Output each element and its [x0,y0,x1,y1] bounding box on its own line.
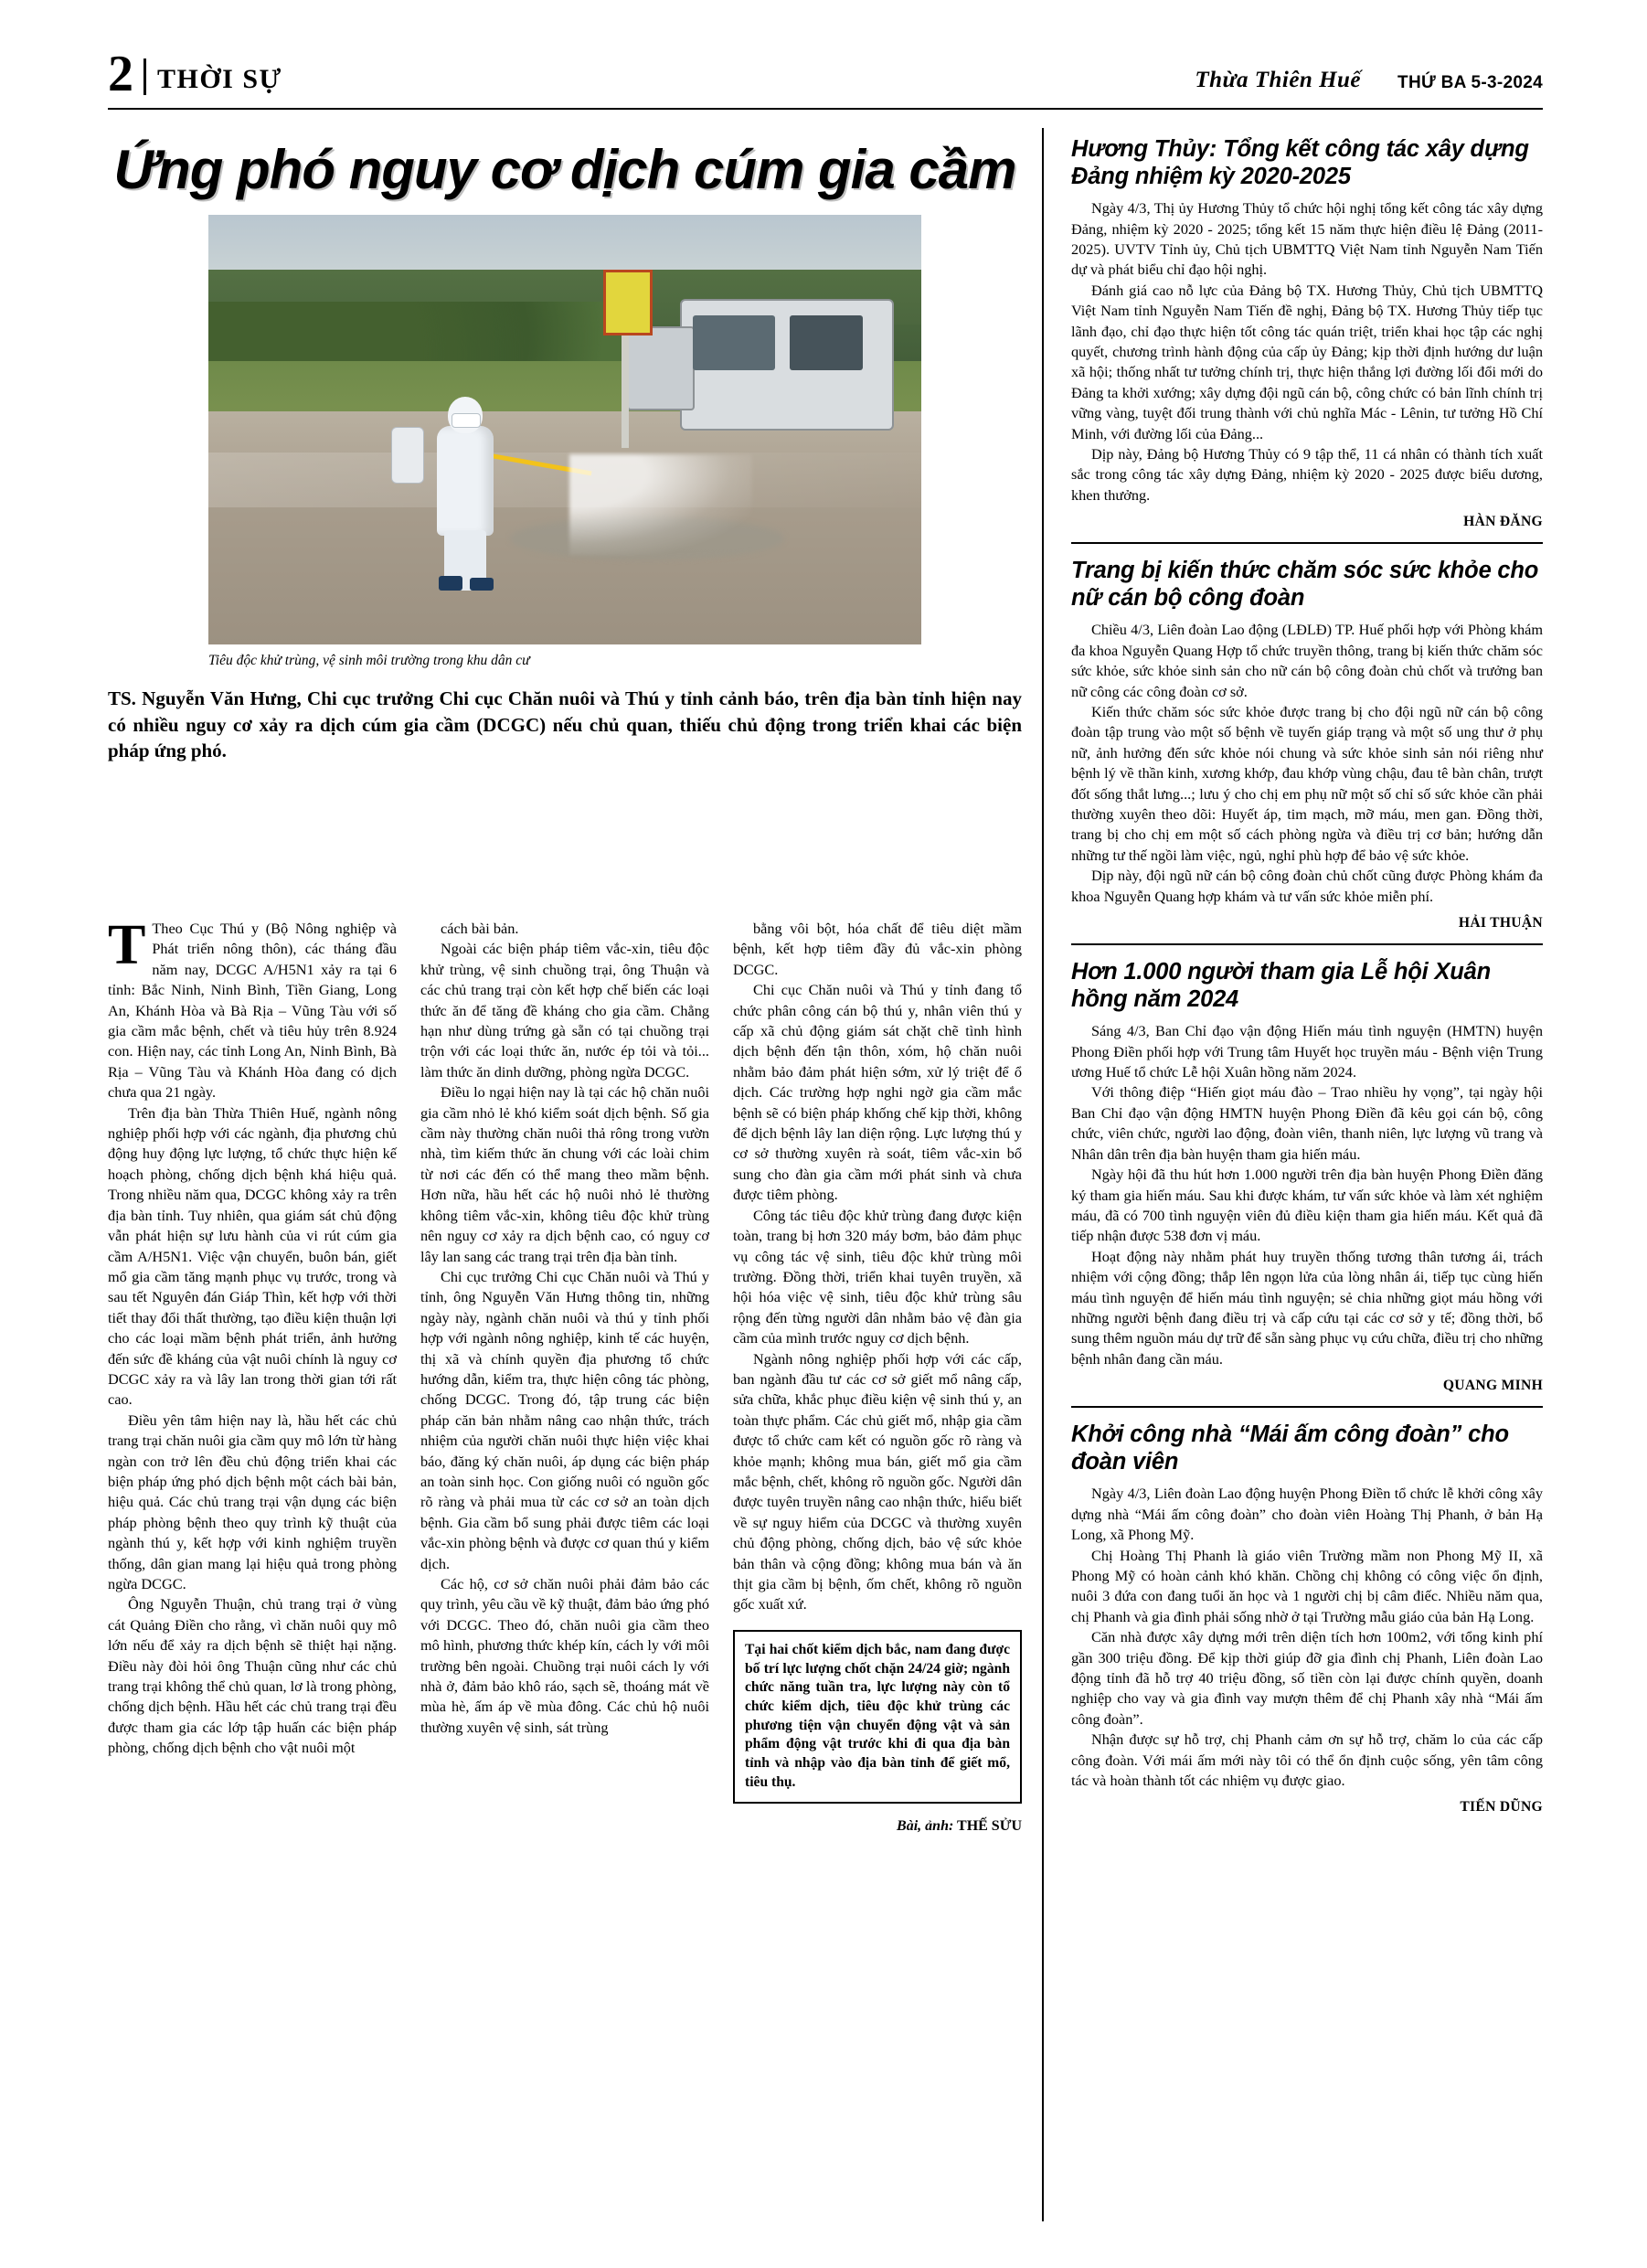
paragraph: Các hộ, cơ sở chăn nuôi phải đảm bảo các quy trình, yêu cầu về kỹ thuật, đảm bảo ứng phó với DCGC. Theo đó, chăn nuôi gia cầm theo mô hình, phương thức khép kín, cách ly với môi trường bên ngoài. Chuồng trại nuôi cách ly với nhà ở, đảm bảo khô ráo, sạch sẽ, thoáng mát về mùa hè, ấm áp về mùa đông. Các chủ hộ nuôi thường xuyên vệ sinh, sát trùng [420,1575,709,1736]
section-name: THỜI SỰ [157,64,282,94]
paragraph: Đánh giá cao nỗ lực của Đảng bộ TX. Hương Thủy, Chủ tịch UBMTTQ Việt Nam tỉnh Nguyễn Nam Tiến đề nghị, Đảng bộ TX. Hương Thủy tiếp tục lãnh đạo, chỉ đạo thực hiện tốt công tác quán triệt, triển khai học tập các nghị quyết, chương trình hành động của cấp ủy Đảng; kịp thời định hướng dư luận xã hội; thống nhất tư tưởng chính trị, thực hiện thắng lợi đường lối đổi mới do Đảng ta khởi xướng; xây dựng đội ngũ cán bộ, công chức có bản lĩnh chính trị vững vàng, tuyệt đối trung thành với chủ nghĩa Mác - Lênin, tư tưởng Hồ Chí Minh, với đường lối của Đảng... [1071,281,1543,442]
photo-truck-window-left [693,315,775,370]
paragraph: Trên địa bàn Thừa Thiên Huế, ngành nông nghiệp phối hợp với các ngành, địa phương chủ động huy động lực lượng, tổ chức thực hiện kế hoạch phòng, chống dịch bệnh khá hiệu quả. Trong nhiều năm qua, DCGC không xảy ra trên địa bàn tỉnh. Tuy nhiên, qua giám sát chủ động vẫn phát hiện sự lưu hành của vi rút cúm gia cầm A/H5N1. Việc vận chuyển, buôn bán, giết mổ gia cầm tăng mạnh phục vụ trước, trong và sau tết Nguyên đán Giáp Thìn, kết hợp với thời tiết thay đổi thất thường, tạo điều kiện thuận lợi cho các loại mầm bệnh phát triển, ảnh hưởng đến sức đề kháng của vật nuôi chính là nguy cơ DCGC xảy ra và lây lan trong thời gian tới rất cao. [108,1103,397,1409]
sidebar-headline: Trang bị kiến thức chăm sóc sức khỏe cho nữ cán bộ công đoàn [1071,558,1539,612]
masthead [108,45,1543,102]
article-byline [733,1816,1022,1837]
photo-caption: Tiêu độc khử trùng, vệ sinh môi trường trong khu dân cư [208,653,530,668]
paragraph: Kiến thức chăm sóc sức khỏe được trang bị cho đội ngũ nữ cán bộ công đoàn tập trung vào một số bệnh về tuyến giáp trạng và một số ung thư ở phụ nữ, ảnh hưởng đến sức khỏe nói chung và sức khỏe sinh sản nói riêng như bệnh lý về thần kinh, xương khớp, đau khớp vùng chậu, đau tê bàn chân, trượt đốt sống thắt lưng...; lưu ý cho chị em phụ nữ một số chỉ số sức khỏe cần phải thường xuyên theo dõi: Huyết áp, tim mạch, mỡ máu, men gan. Đồng thời, trang bị cho chị em một số cách phòng ngừa và điều trị cơ bản; hướng dẫn những tư thế ngồi làm việc, ngủ, nghỉ phù hợp để bảo vệ sức khỏe. [1071,703,1543,864]
paragraph: Chị Hoàng Thị Phanh là giáo viên Trường mầm non Phong Mỹ II, xã Phong Mỹ có hoàn cảnh khó khăn. Chồng chị không có công việc ổn định, nuôi 3 đứa con đang tuổi ăn học và 1 người chị bị câm điếc. Nhiều năm qua, chị Phanh và gia đình phải sống nhờ ở tại Trường mẫu giáo của bản Hạ Long. [1071,1546,1543,1625]
body-column-2 [420,919,709,2217]
paragraph: bằng vôi bột, hóa chất để tiêu diệt mầm bệnh, kết hợp tiêm đầy đủ vắc-xin phòng DCGC. [733,920,1022,978]
paragraph [108,914,397,1103]
paragraph: Dịp này, Đảng bộ Hương Thủy có 9 tập thể, 11 cá nhân có thành tích xuất sắc trong công tác xây dựng Đảng, nhiệm kỳ 2020 - 2025 được biểu dương, khen thưởng. [1071,445,1543,504]
article-body [108,914,1022,2217]
sidebar-separator [1071,542,1543,544]
body-column-3 [733,919,1022,2217]
sidebar-byline: TIẾN DŨNG [1460,1799,1543,1815]
column-divider [1042,128,1044,2221]
sidebar-separator [1071,1406,1543,1408]
sidebar-body [1071,620,1543,907]
issue-date: THỨ BA 5-3-2024 [1397,73,1543,92]
paragraph: Điều yên tâm hiện nay là, hầu hết các chủ trang trại chăn nuôi gia cầm quy mô lớn từ hàng ngàn con trở lên đều chủ động triển khai các biện pháp ứng phó dịch bệnh một cách bài bản, hiệu quả. Các chủ trang trại vận dụng các biện pháp phòng bệnh theo quy trình kỹ thuật của ngành thú y, kết hợp với kinh nghiệm truyền thống, dân gian mang lại hiệu quả trong phòng ngừa DCGC. [108,1411,397,1592]
paragraph: Ngày 4/3, Liên đoàn Lao động huyện Phong Điền tổ chức lễ khởi công xây dựng nhà “Mái ấm công đoàn” cho đoàn viên Hoàng Thị Phanh, ở bản Hạ Long, xã Phong Mỹ. [1071,1485,1543,1544]
paragraph: Ngoài các biện pháp tiêm vắc-xin, tiêu độc khử trùng, vệ sinh chuồng trại, ông Thuận và các chủ trang trại còn kết hợp chế biến các loại thức ăn để tăng đề kháng cho gia cầm. Chẳng hạn như dùng trứng gà sẵn có tại chuồng trại trộn với các loại thức ăn, nước ép tỏi và tỏi... làm thức ăn dinh dưỡng, phòng ngừa DCGC. [420,940,709,1081]
photo-worker-mask [452,413,481,428]
photo-worker [426,393,505,590]
paragraph: Căn nhà được xây dựng mới trên diện tích hơn 100m2, với tổng kinh phí gần 300 triệu đồng. Để kịp thời giúp đỡ gia đình chị Phanh, Liên đoàn Lao động tỉnh đã hỗ trợ 40 triệu đồng, số tiền còn lại được chính quyền, doanh nghiệp cho vay và gia đình vay mượn thêm để chị Phanh xây nhà “Mái ấm công đoàn”. [1071,1628,1543,1728]
main-headline: Ứng phó nguy cơ dịch cúm gia cầm [113,139,1016,200]
standfirst: TS. Nguyễn Văn Hưng, Chi cục trưởng Chi cục Chăn nuôi và Thú y tỉnh cảnh báo, trên địa bàn tỉnh hiện nay có nhiều nguy cơ xảy ra dịch cúm gia cầm (DCGC) nếu chủ quan, thiếu chủ động trong triển khai các biện pháp ứng phó. [108,687,1022,762]
sidebar-separator [1071,943,1543,945]
masthead-rule-line [108,108,1543,110]
paragraph: Ngày 4/3, Thị ủy Hương Thủy tổ chức hội nghị tổng kết công tác xây dựng Đảng, nhiệm kỳ 2020 - 2025; tổng kết 15 năm thực hiện điều lệ Đảng (2011-2025). UVTV Tỉnh ủy, Chủ tịch UBMTTQ Việt Nam tỉnh Nguyễn Nam Tiến dự và phát biểu chỉ đạo hội nghị. [1071,199,1543,279]
paragraph: Ngày hội đã thu hút hơn 1.000 người trên địa bàn huyện Phong Điền đăng ký tham gia hiến máu. Sau khi được khám, tư vấn sức khỏe và làm xét nghiệm máu, đã có 700 tình nguyện viên đủ điều kiện tham gia hiến máu. Kết quả đã tiếp nhận được 538 đơn vị máu. [1071,1166,1543,1245]
paragraph: cách bài bản. [441,920,519,937]
drop-cap: T [108,914,146,976]
photo-worker-boot-right [470,578,494,591]
sidebar-headline: Hơn 1.000 người tham gia Lễ hội Xuân hồng năm 2024 [1071,959,1491,1013]
paragraph-text: Theo Cục Thú y (Bộ Nông nghiệp và Phát triển nông thôn), các tháng đầu năm nay, DCGC A/H5N1 xảy ra tại 6 tỉnh: Bắc Ninh, Ninh Bình, Tiền Giang, Long An, Khánh Hòa và Bà Rịa – Vũng Tàu với số gia cầm mắc bệnh, chết và tiêu hủy trên 8.924 con. Hiện nay, các tỉnh Long An, Ninh Bình, Bà Rịa – Vũng Tàu và Khánh Hòa đang có dịch chưa qua 21 ngày. [108,920,397,1102]
sidebar-byline: HÀN ĐĂNG [1463,514,1543,530]
sidebar-body [1071,198,1543,506]
page-number: 2 [108,45,133,102]
sidebar-headline: Hương Thủy: Tổng kết công tác xây dựng Đảng nhiệm kỳ 2020-2025 [1071,136,1529,190]
paragraph: Công tác tiêu độc khử trùng đang được kiện toàn, trang bị hơn 320 máy bơm, bảo đảm phục vụ công tác vệ sinh, tiêu độc khử trùng môi trường. Đồng thời, triển khai tuyên truyền, xã hội hóa việc vệ sinh, tiêu độc khử trùng sâu rộng đến từng người dân nhằm bảo vệ đàn gia cầm của mình trước nguy cơ dịch bệnh. [733,1206,1022,1347]
sidebar-article-1 [1071,135,1543,530]
sidebar-body [1071,1484,1543,1791]
sidebar-byline: QUANG MINH [1442,1378,1543,1394]
photo-truck-window-right [790,315,863,370]
photo-sprayer-tank [391,427,424,484]
sidebar-article-3 [1071,958,1543,1394]
main-photo [208,215,921,644]
paper-name: Thừa Thiên Huế [1195,68,1362,92]
paragraph: Dịp này, đội ngũ nữ cán bộ công đoàn chủ chốt cũng được Phòng khám đa khoa Nguyễn Quang hợp khám và tư vấn sức khỏe miễn phí. [1071,867,1543,905]
sidebar-body [1071,1021,1543,1369]
main-photo-block [208,215,921,669]
paragraph: Ông Nguyễn Thuận, chủ trang trại ở vùng cát Quảng Điền cho rằng, vì chăn nuôi quy mô lớn nếu để xảy ra dịch bệnh sẽ thiệt hại nặng. Điều này đòi hỏi ông Thuận cũng như các chủ trang trại không thể chủ quan, lơ là trong phòng, chống dịch bệnh. Hầu hết các chủ trang trại đều được tham gia các lớp tập huấn các biện pháp phòng, chống dịch bệnh cho vật nuôi một [108,1595,397,1757]
pull-quote-box: Tại hai chốt kiểm dịch bắc, nam đang được bố trí lực lượng chốt chặn 24/24 giờ; ngành chức năng tuần tra, lực lượng này còn tổ chức kiểm dịch, tiêu độc khử trùng các phương tiện vận chuyển động vật và sản phẩm động vật trước khi đi qua địa bàn tỉnh và nhập vào địa bàn tỉnh để giết mổ, tiêu thụ. [733,1630,1022,1804]
sidebar-headline: Khởi công nhà “Mái ấm công đoàn” cho đoàn viên [1071,1421,1509,1475]
masthead-left [108,45,282,102]
sidebar-article-2 [1071,557,1543,932]
sidebar-byline: HẢI THUẬN [1458,915,1543,932]
photo-worker-boot-left [439,576,462,591]
sidebar-article-4 [1071,1421,1543,1815]
masthead-right [1195,68,1543,99]
paragraph: Sáng 4/3, Ban Chỉ đạo vận động Hiến máu tình nguyện (HMTN) huyện Phong Điền phối hợp với Trung tâm Huyết học truyền máu - Bệnh viện Trung ương Huế tổ chức Lễ hội Xuân hồng năm 2024. [1071,1022,1543,1081]
paragraph: Chi cục trưởng Chi cục Chăn nuôi và Thú y tỉnh, ông Nguyễn Văn Hưng thông tin, những ngày này, ngành chăn nuôi và thú y tỉnh phối hợp với ngành nông nghiệp, kinh tế các huyện, thị xã và chính quyền địa phương tổ chức hướng dẫn, kiểm tra, thực hiện công tác phòng, chống DCGC. Trong đó, tập trung các biện pháp căn bản nhằm nâng cao nhận thức, trách nhiệm của người chăn nuôi thực hiện việc khai báo, đăng ký chăn nuôi, áp dụng các biện pháp an toàn sinh học. Con giống nuôi có nguồn gốc rõ ràng và phải mua từ các cơ sở an toàn dịch bệnh. Gia cầm bổ sung phải được tiêm các loại vắc-xin phòng bệnh và được cơ quan thú y kiểm dịch. [420,1267,709,1572]
paragraph: Điều lo ngại hiện nay là tại các hộ chăn nuôi gia cầm nhỏ lẻ khó kiểm soát dịch bệnh. Số gia cầm này thường chăn nuôi thả rông trong vườn nhà, tìm kiếm thức ăn chung với các loài chim từ nơi các đến có thể mang theo mầm bệnh. Hơn nữa, hầu hết các hộ nuôi nhỏ lẻ thường không tiêm vắc-xin, không tiêu độc khử trùng nên nguy cơ xảy ra dịch bệnh cao, có nguy cơ lây lan sang các trang trại trên địa bàn tỉnh. [420,1083,709,1265]
paragraph: Chiều 4/3, Liên đoàn Lao động (LĐLĐ) TP. Huế phối hợp với Phòng khám đa khoa Nguyễn Quang Hợp tổ chức truyền thông, trang bị kiến thức chăm sóc sức khỏe, sức khỏe sinh sản cho nữ cán bộ công đoàn chủ chốt và trưởng ban nữ công các công đoàn cơ sở. [1071,621,1543,700]
sidebar-news-column [1071,135,1543,1815]
photo-worker-suit [437,426,494,536]
paragraph: Nhận được sự hỗ trợ, chị Phanh cảm ơn sự hỗ trợ, chăm lo của các cấp công đoàn. Với mái ấm mới này tôi có thể ổn định cuộc sống, yên tâm công tác và hoàn thành tốt các nhiệm vụ được giao. [1071,1730,1543,1789]
byline-name: THẾ SỬU [957,1817,1022,1834]
photo-warning-sign [603,270,653,335]
paragraph: Hoạt động này nhằm phát huy truyền thống tương thân tương ái, trách nhiệm với cộng đồng; thắp lên ngọn lửa của lòng nhân ái, tiếp tục cùng hiến máu tình nguyện để hiến máu tình nguyện; sẻ chia những giọt máu hồng với những người bệnh đang điều trị và cấp cứu tại các cơ sở y tế; đồng thời, bổ sung thêm nguồn máu dự trữ để sẵn sàng phục vụ cứu chữa, điều trị cho những bệnh nhân đang cần máu. [1071,1247,1543,1368]
body-column-1 [108,914,397,2217]
byline-label: Bài, ảnh: [897,1817,954,1834]
paragraph: Chi cục Chăn nuôi và Thú y tỉnh đang tổ chức phân công cán bộ thú y, nhân viên thú y cấp xã chủ động giám sát chặt chẽ tình hình dịch bệnh đến tận thôn, xóm, hộ chăn nuôi nhằm bảo đảm phát hiện sớm, xử lý triệt để ổ dịch. Các trường hợp nghi ngờ gia cầm mắc bệnh sẽ có biện pháp khống chế kịp thời, không để dịch bệnh lây lan diện rộng. Lực lượng thú y cơ sở thường xuyên rà soát, tiêm vắc-xin bổ sung cho đàn gia cầm mới phát sinh và chưa được tiêm phòng. [733,981,1022,1204]
photo-truck [680,299,894,431]
paragraph: Với thông điệp “Hiến giọt máu đào – Trao nhiều hy vọng”, tại ngày hội Ban Chỉ đạo vận động HMTN huyện Phong Điền đã kêu gọi cán bộ, công chức, viên chức, người lao động, đoàn viên, thanh niên, lực lượng vũ trang và Nhân dân trên địa bàn huyện tham gia hiến máu. [1071,1083,1543,1163]
masthead-divider [143,59,146,95]
photo-road-highlight [208,453,921,507]
paragraph: Ngành nông nghiệp phối hợp với các cấp, ban ngành đầu tư các cơ sở giết mổ nâng cấp, sửa chữa, khắc phục điều kiện vệ sinh thú y, an toàn thực phẩm. Các chủ giết mổ, nhập gia cầm được tổ chức cam kết có nguồn gốc rõ ràng và khỏe mạnh; không mua bán, giết mổ gia cầm mắc bệnh, chết, không rõ nguồn gốc. Người dân được tuyên truyền nâng cao nhận thức, hiểu biết về sự nguy hiểm của DCGC và thường xuyên chủ động phòng, chống dịch, bảo vệ sức khỏe bản thân và cộng đồng; không mua bán và ăn thịt gia cầm bị bệnh, ốm chết, không rõ nguồn gốc xuất xứ. [733,1349,1022,1613]
main-story [108,128,1022,783]
photo-spray-mist [569,454,752,555]
